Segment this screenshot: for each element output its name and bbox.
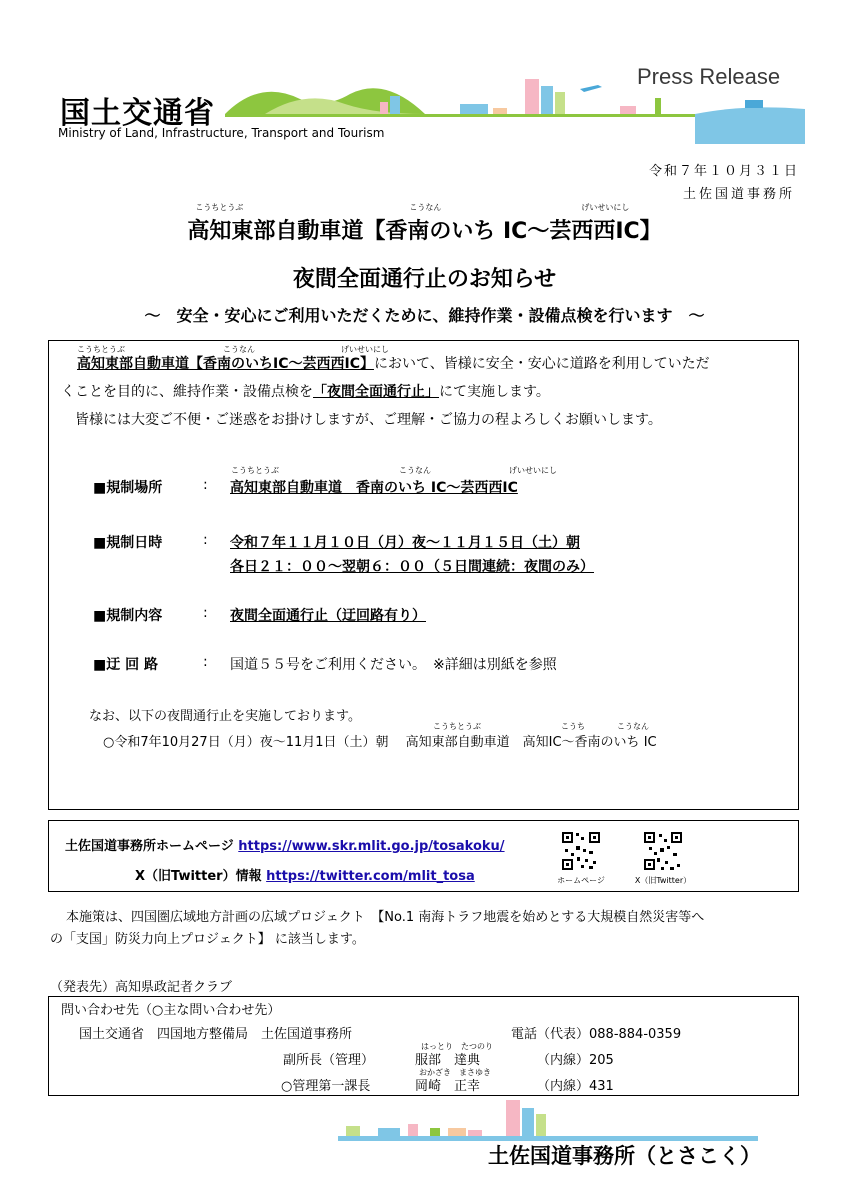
- press-club: （発表先）高知県政記者クラブ: [50, 980, 233, 995]
- intro-line1-rest: において、皆様に安全・安心に道路を利用していただ: [373, 356, 710, 372]
- person1-ext: （内線）205: [537, 1053, 614, 1068]
- twitter-row: [135, 865, 475, 884]
- homepage-link[interactable]: https://www.skr.mlit.go.jp/tosakoku/: [238, 839, 505, 854]
- twitter-label: X（旧Twitter）情報: [135, 869, 262, 884]
- twitter-link[interactable]: https://twitter.com/mlit_tosa: [266, 869, 475, 884]
- datetime-value1: 令和７年１１月１０日（月）夜～１１月１５日（土）朝: [230, 535, 580, 551]
- intro-closure-type: 「夜間全面通行止」: [313, 384, 439, 400]
- notice-ruby-3: こうなん: [617, 722, 649, 731]
- person1-ruby-1: はっとり: [421, 1042, 453, 1051]
- ministry-logo-jp: 国土交通省: [60, 96, 215, 131]
- title-line1-text: 高知東部自動車道【香南のいち IC～芸西西IC】: [187, 219, 662, 244]
- subtitle: ～ 安全・安心にご利用いただくために、維持作業・設備点検を行います ～: [144, 306, 705, 325]
- intro-line2-a: くことを目的に、維持作業・設備点検を: [61, 384, 313, 400]
- person2-title: ○管理第一課長: [281, 1079, 371, 1094]
- twitter-qr-code-icon[interactable]: [643, 831, 683, 871]
- content-label: ■規制内容: [93, 608, 163, 624]
- location-ruby-1: こうちとうぶ: [231, 466, 279, 475]
- homepage-qr-code-icon[interactable]: [561, 831, 601, 871]
- notice-line2: ○令和7年10月27日（月）夜～11月1日（土）朝 高知東部自動車道 高知IC～香南のいち IC: [103, 735, 657, 750]
- person2-ruby-1: おかざき: [419, 1068, 451, 1077]
- location-value: 高知東部自動車道 香南のいち IC～芸西西IC: [230, 480, 518, 496]
- intro-ruby-b: こうなん: [223, 345, 255, 354]
- intro-line2: [61, 381, 550, 401]
- homepage-row: [65, 835, 505, 854]
- notice-main-box: [48, 340, 799, 810]
- title-line1: [0, 203, 849, 245]
- datetime-label: ■規制日時: [93, 535, 163, 551]
- person2-ext: （内線）431: [537, 1079, 614, 1094]
- person2-name: 岡崎 正幸: [415, 1079, 481, 1094]
- location-label: ■規制場所: [93, 480, 163, 496]
- issuer-name: 土佐国道事務所: [682, 187, 795, 202]
- contact-heading: 問い合わせ先（○主な問い合わせ先）: [61, 1003, 281, 1018]
- location-ruby-3: げいせいにし: [509, 466, 557, 475]
- intro-ruby-c: げいせいにし: [341, 345, 389, 354]
- footer-town-illustration: [338, 1098, 758, 1142]
- project-note-line1: 本施策は、四国圏広域地方計画の広域プロジェクト 【No.1 南海トラフ地震を始めとする大規模自然災害等へ: [66, 910, 705, 925]
- release-date: 令和７年１０月３１日: [648, 164, 799, 179]
- header-landscape-illustration: [225, 74, 805, 144]
- intro-line3: 皆様には大変ご不便・ご迷惑をお掛けしますが、ご理解・ご協力の程よろしくお願いします。: [75, 412, 662, 428]
- title-line2: 夜間全面通行止のお知らせ: [292, 267, 557, 292]
- detour-label: ■迂 回 路: [93, 657, 158, 673]
- project-note-line2: の「支国」防災力向上プロジェクト】 に該当します。: [50, 932, 365, 947]
- links-box: [48, 820, 799, 892]
- notice-line1: なお、以下の夜間通行止を実施しております。: [89, 709, 361, 724]
- ministry-logo-en: Ministry of Land, Infrastructure, Transport and Tourism: [58, 126, 385, 140]
- person1-title: 副所長（管理）: [283, 1053, 375, 1068]
- intro-line2-c: にて実施します。: [439, 384, 550, 400]
- intro-line1: [77, 353, 710, 373]
- contact-org: 国土交通省 四国地方整備局 土佐国道事務所: [79, 1027, 353, 1042]
- datetime-value2: 各日２１：００～翌朝６：００（５日間連続：夜間のみ）: [230, 559, 594, 575]
- intro-ruby-a: こうちとうぶ: [77, 345, 125, 354]
- person1-ruby-2: たつのり: [461, 1042, 493, 1051]
- content-colon: :: [203, 605, 208, 621]
- contact-phone: 電話（代表）088-884-0359: [511, 1027, 682, 1042]
- notice-ruby-2: こうち: [561, 722, 585, 731]
- person2-ruby-2: まさゆき: [459, 1068, 491, 1077]
- datetime-colon: :: [203, 532, 208, 548]
- contact-box: [48, 996, 799, 1096]
- title-ruby-2: こうなん: [409, 203, 442, 212]
- location-ruby-2: こうなん: [399, 466, 431, 475]
- detour-value: 国道５５号をご利用ください。 ※詳細は別紙を参照: [230, 657, 557, 673]
- homepage-label: 土佐国道事務所ホームページ: [65, 839, 234, 854]
- qr1-caption: ホームページ: [557, 876, 605, 885]
- title-ruby-3: げいせいにし: [581, 203, 630, 212]
- detour-colon: :: [203, 654, 208, 670]
- footer-office-name: 土佐国道事務所（とさこく）: [488, 1144, 761, 1168]
- person1-name: 服部 達典: [415, 1053, 481, 1068]
- content-value: 夜間全面通行止（迂回路有り）: [230, 608, 426, 624]
- intro-road-name: 高知東部自動車道【香南のいちIC～芸西西IC】: [77, 356, 374, 372]
- location-colon: :: [203, 477, 208, 493]
- press-release-label: Press Release: [637, 64, 781, 89]
- notice-ruby-1: こうちとうぶ: [433, 722, 481, 731]
- qr2-caption: X（旧Twitter）: [634, 876, 692, 885]
- title-ruby-1: こうちとうぶ: [195, 203, 244, 212]
